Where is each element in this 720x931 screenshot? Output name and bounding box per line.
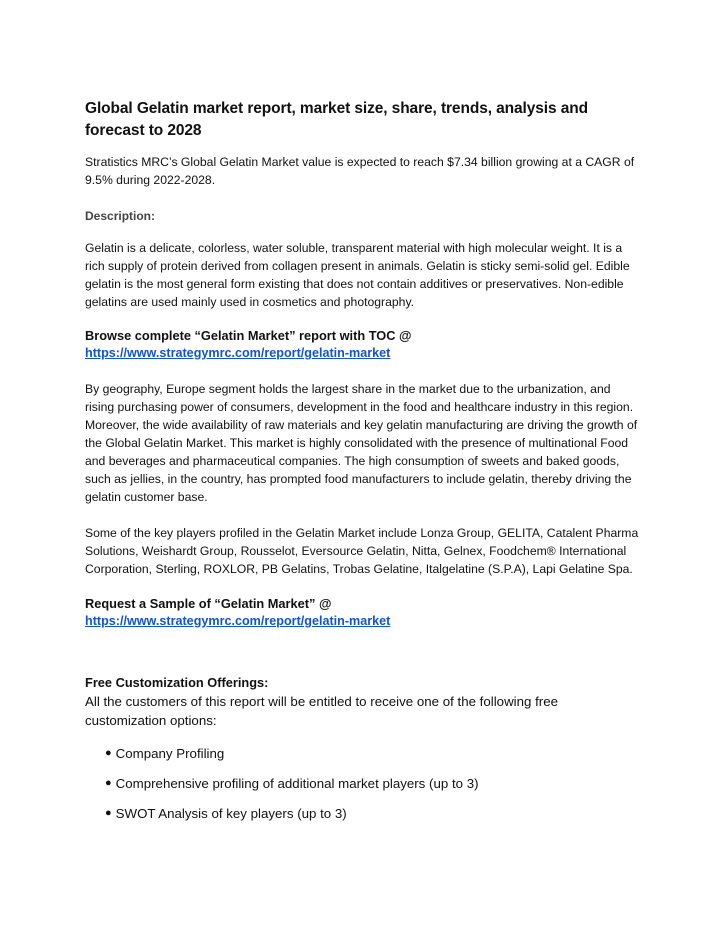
offer-label: Comprehensive profiling of additional market players (up to 3) xyxy=(115,776,479,791)
list-item xyxy=(105,744,640,763)
browse-report-link[interactable]: https://www.strategymrc.com/report/gelatin-market xyxy=(85,346,391,360)
request-sample-link[interactable]: https://www.strategymrc.com/report/gelatin-market xyxy=(85,614,391,628)
description-label: Description: xyxy=(85,209,156,223)
browse-report-label: Browse complete “Gelatin Market” report with TOC @ xyxy=(85,328,412,343)
offer-label: Company Profiling xyxy=(115,746,225,761)
free-customization-title: Free Customization Offerings: xyxy=(85,675,269,690)
request-sample-label: Request a Sample of “Gelatin Market” @ xyxy=(85,596,332,611)
bullet-icon: ● xyxy=(105,807,112,819)
free-customization-text: All the customers of this report will be entitled to receive one of the following free customization options: xyxy=(85,694,559,728)
description-paragraph: Gelatin is a delicate, colorless, water soluble, transparent material with high molecular weight. It is a rich supply of protein derived from collagen present in animals. Gelatin is sticky semi-solid gel. Edible gelatin is the most general form existing that does not contain additives or preservatives. Non-edible gelatins are used mainly used in cosmetics and photography. xyxy=(85,241,630,309)
request-sample-block xyxy=(85,595,640,630)
browse-report-block xyxy=(85,327,640,362)
intro-paragraph: Stratistics MRC’s Global Gelatin Market value is expected to reach $7.34 billion growing at a CAGR of 9.5% during 2022-2028. xyxy=(85,155,635,187)
document-content xyxy=(85,98,640,834)
bullet-icon: ● xyxy=(105,747,112,759)
geography-paragraph: By geography, Europe segment holds the largest share in the market due to the urbanization, and rising purchasing power of consumers, development in the food and healthcare industry in this region. Moreover, the wide availability of raw materials and key gelatin manufacturing are driving the growth of the Global Gelatin Market. This market is highly consolidated with the presence of multinational Food and beverages and pharmaceutical companies. The high consumption of sweets and baked goods, such as jellies, in the country, has prompted food manufacturers to include gelatin, thereby driving the gelatin customer base. xyxy=(85,382,638,504)
offer-label: SWOT Analysis of key players (up to 3) xyxy=(115,806,347,821)
bullet-icon: ● xyxy=(105,777,112,789)
list-item xyxy=(105,804,640,823)
document-title: Global Gelatin market report, market size, share, trends, analysis and forecast to 2028 xyxy=(85,100,588,139)
key-players-paragraph: Some of the key players profiled in the Gelatin Market include Lonza Group, GELITA, Catalent Pharma Solutions, Weishardt Group, Rousselot, Eversource Gelatin, Nitta, Gelnex, Foodchem® International Corporation, Sterling, ROXLOR, PB Gelatins, Trobas Gelatine, Italgelatine (S.P.A), Lapi Gelatine Spa. xyxy=(85,526,639,576)
offer-list xyxy=(85,744,640,823)
list-item xyxy=(105,774,640,793)
